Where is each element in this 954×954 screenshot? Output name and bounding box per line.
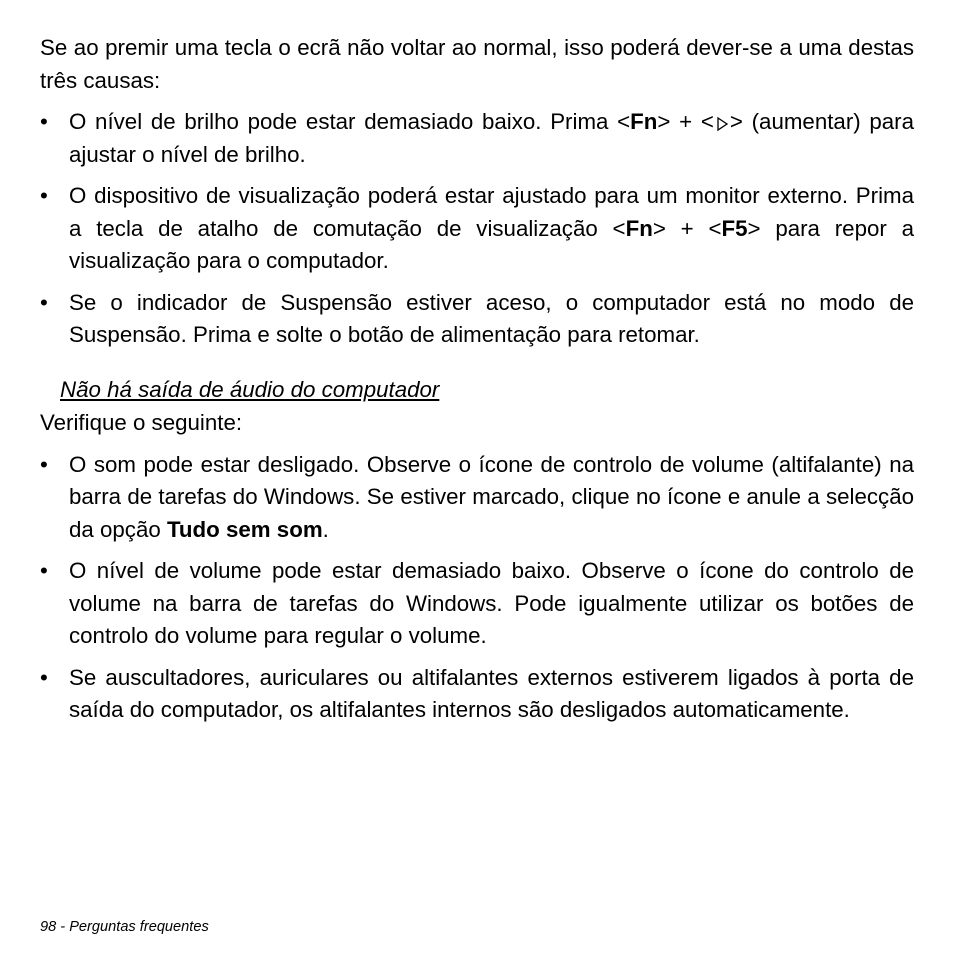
intro-paragraph: Se ao premir uma tecla o ecrã não voltar ao normal, isso poderá dever-se a uma destas três causas: (40, 35, 914, 93)
bullet-glyph: • (40, 183, 48, 208)
list-item-text (69, 180, 914, 278)
list-item (40, 180, 914, 278)
list-item (40, 449, 914, 547)
bullet-glyph: • (40, 289, 48, 315)
key-label-f5: F5 (721, 215, 748, 241)
bullet-glyph: • (40, 664, 48, 690)
check-intro-paragraph: Verifique o seguinte: (40, 410, 243, 435)
text-run: O dispositivo de visualização poderá estar ajustado para um monitor externo. Prima a tecla de atalho de comutação de visualização < (69, 183, 914, 241)
section-heading: Não há saída de áudio do computador (60, 376, 440, 402)
option-label-mute-all: Tudo sem som (166, 516, 323, 542)
key-label-fn: Fn (630, 109, 658, 134)
document-page (40, 32, 914, 736)
text-run: . (322, 516, 329, 542)
list-item (40, 555, 914, 653)
bullet-glyph: • (40, 451, 48, 477)
text-run: > (aumentar) para ajustar o nível de brilho. (69, 109, 914, 167)
list-item (40, 287, 914, 352)
causes-list (40, 106, 914, 352)
list-item-text: O nível de volume pode estar demasiado baixo. Observe o ícone do controlo de volume na barra de tarefas do Windows. Pode igualmente utilizar os botões de controlo do volume para regular o volume. (69, 558, 914, 648)
bullet-glyph: • (40, 109, 48, 134)
bullet-glyph: • (40, 558, 48, 583)
list-item-text (69, 106, 914, 171)
text-run: > para repor a visualização para o computador. (69, 215, 915, 273)
list-item (40, 662, 914, 727)
text-run: > + < (657, 109, 714, 134)
audio-checks-list (40, 449, 914, 727)
brightness-up-triangle-icon (715, 109, 729, 125)
key-label-fn: Fn (625, 215, 653, 241)
page-footer: 98 - Perguntas frequentes (40, 919, 209, 935)
text-run: O nível de brilho pode estar demasiado baixo. Prima < (69, 109, 631, 134)
list-item-text: Se auscultadores, auriculares ou altifalantes externos estiverem ligados à porta de saída do computador, os altifalantes internos são desligados automaticamente. (69, 664, 914, 722)
text-run: > + < (652, 215, 722, 241)
text-run: O som pode estar desligado. Observe o ícone de controlo de volume (altifalante) na barra de tarefas do Windows. Se estiver marcado, clique no ícone e anule a selecção da opção (69, 451, 914, 542)
list-item (40, 106, 914, 171)
list-item-text (69, 449, 914, 547)
list-item-text: Se o indicador de Suspensão estiver aceso, o computador está no modo de Suspensão. Prima e solte o botão de alimentação para retomar. (69, 289, 914, 347)
